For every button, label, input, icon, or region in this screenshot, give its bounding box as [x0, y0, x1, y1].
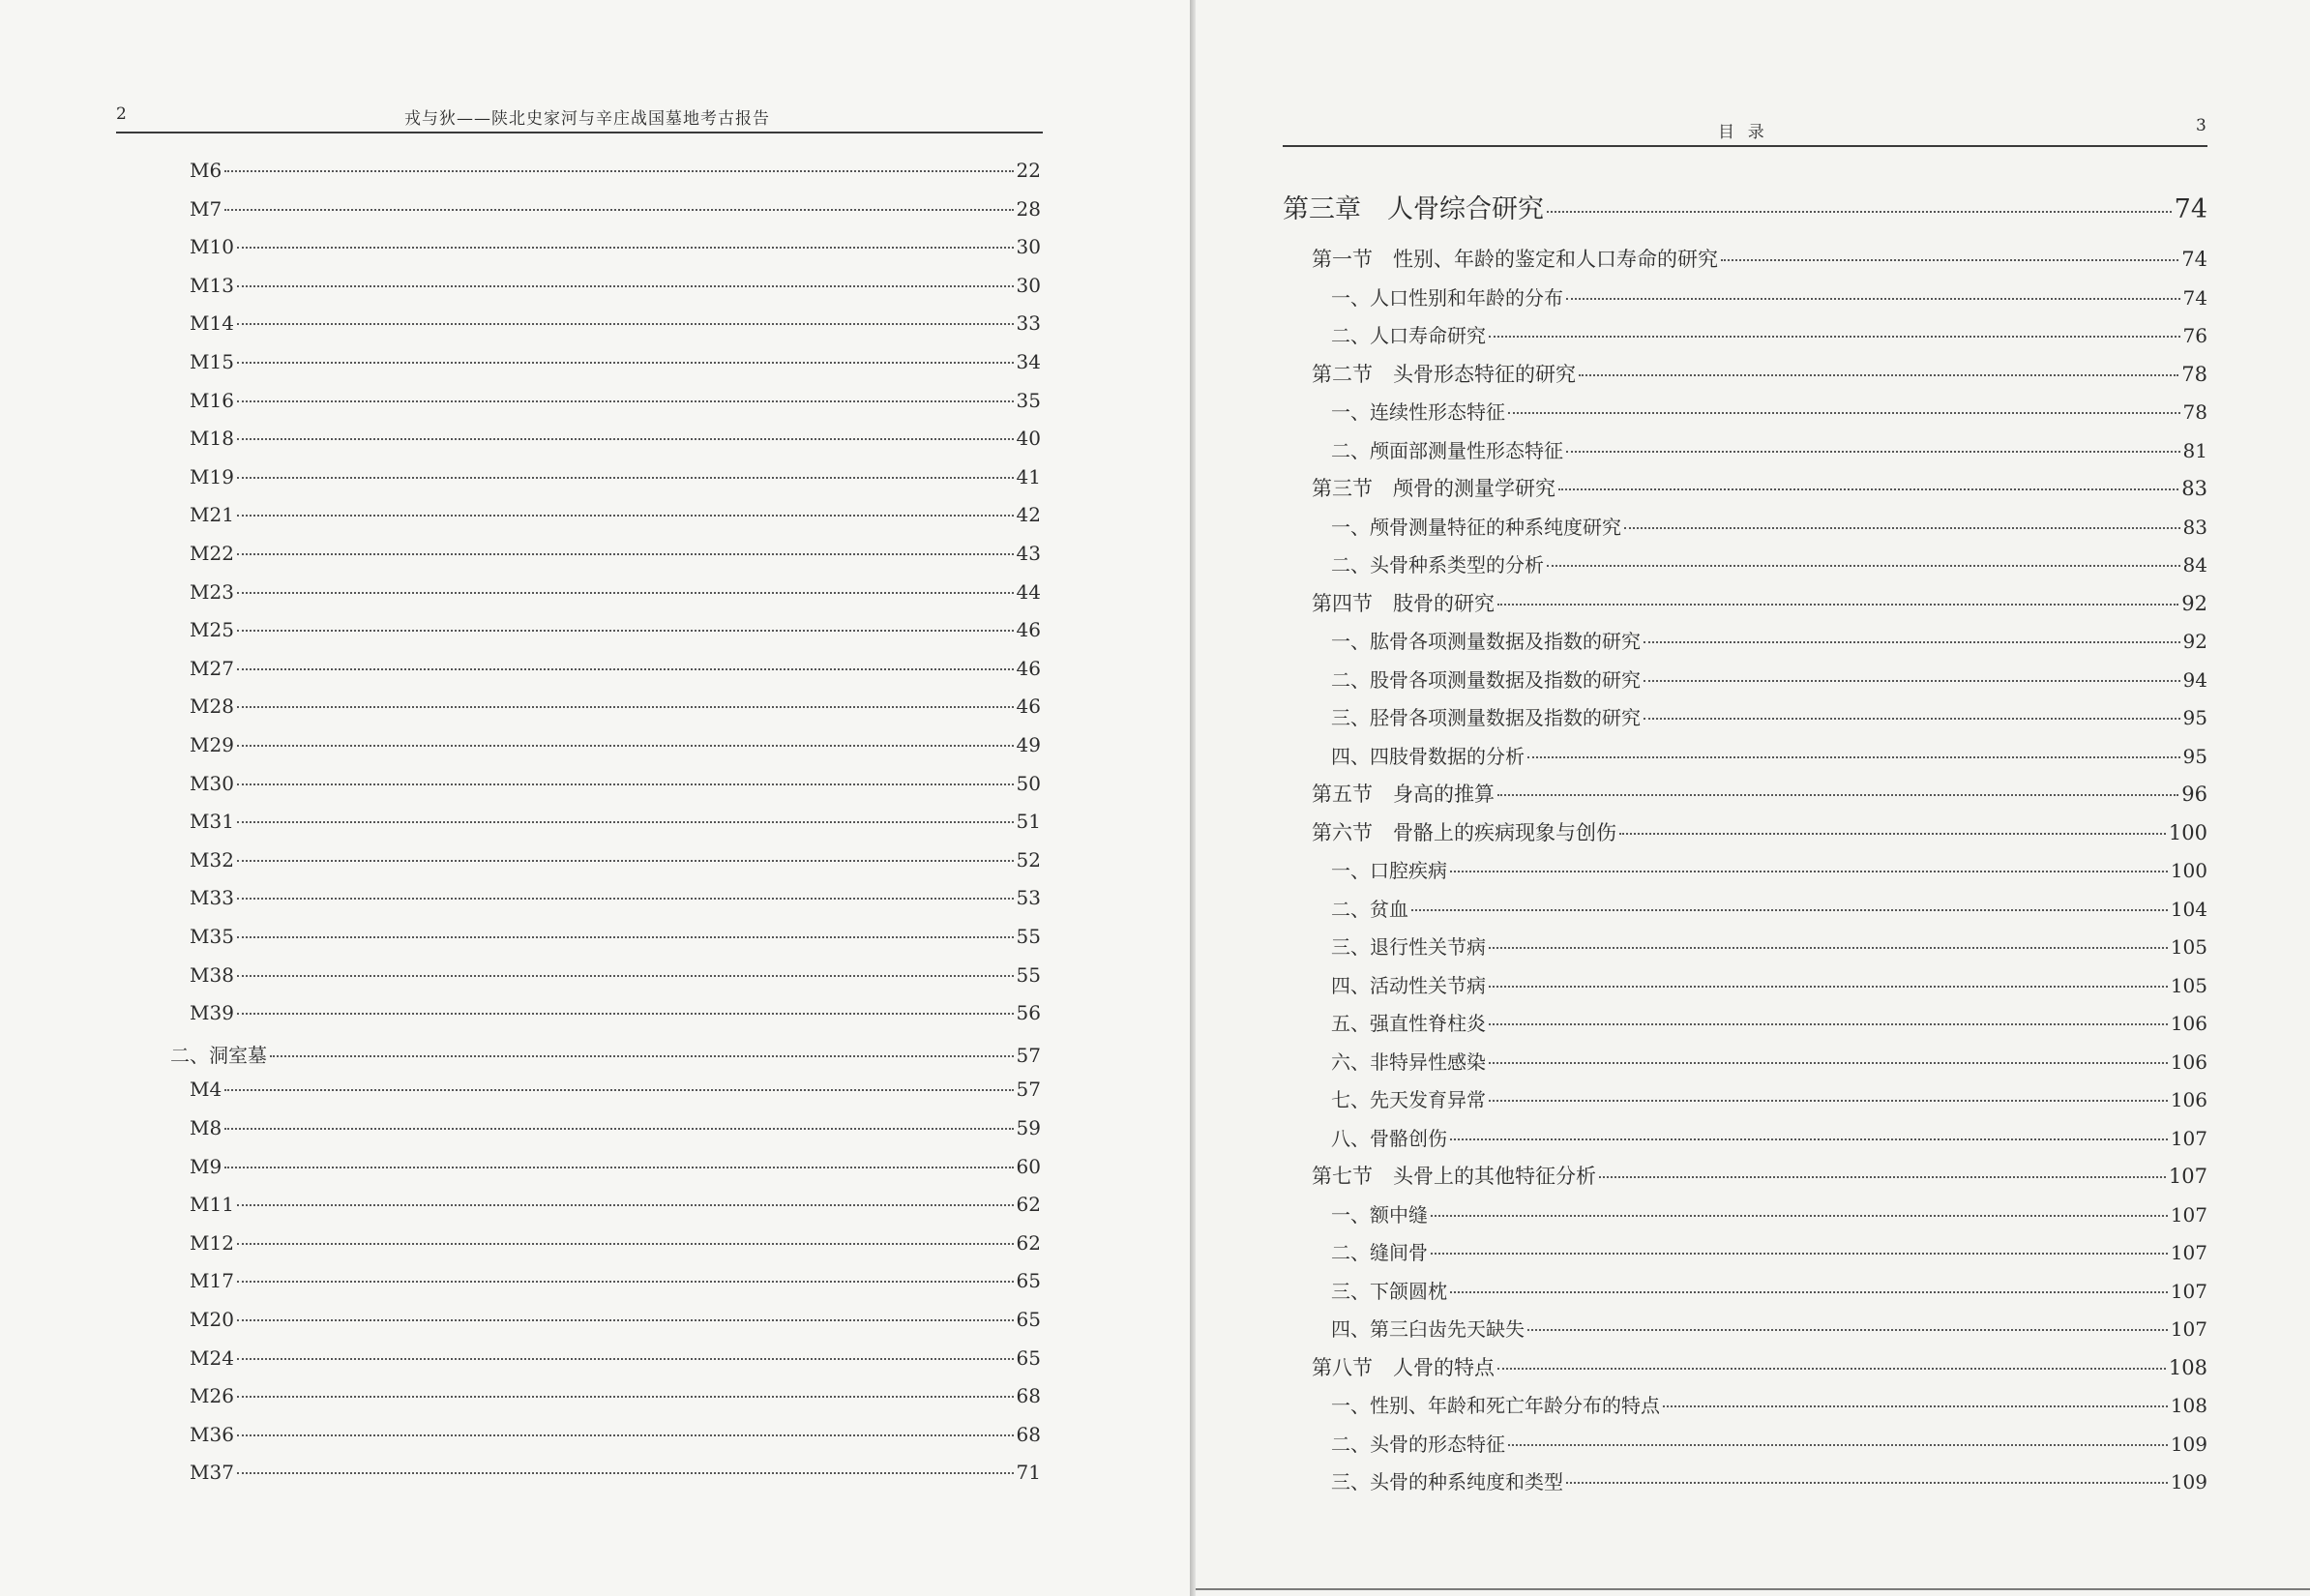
leader-dots [224, 170, 1013, 172]
toc-entry-label: M13 [190, 274, 234, 297]
leader-dots [1644, 641, 2180, 643]
toc-entry-label: 七、先天发育异常 [1331, 1088, 1486, 1111]
toc-entry-page: 92 [2182, 630, 2207, 653]
toc-entry [1331, 397, 2207, 428]
leader-dots [1566, 1482, 2168, 1484]
toc-entry [190, 1001, 1041, 1030]
leader-dots [237, 821, 1014, 823]
toc-entry-label: 二、人口寿命研究 [1331, 324, 1486, 347]
toc-entry [1331, 1008, 2207, 1039]
toc-entry-page: 107 [2170, 1317, 2207, 1341]
leader-dots [237, 592, 1014, 594]
toc-entry-page: 95 [2182, 706, 2207, 729]
toc-entry-page: 49 [1016, 733, 1041, 756]
toc-entry-page: 22 [1016, 159, 1041, 182]
leader-dots [1547, 565, 2180, 567]
toc-entry-label: M28 [190, 695, 234, 718]
toc-entry-page: 94 [2182, 667, 2207, 692]
toc-entry [190, 197, 1041, 226]
toc-entry [1331, 435, 2207, 466]
toc-entry-label: 二、洞室墓 [170, 1044, 267, 1067]
toc-entry-label: 二、股骨各项测量数据及指数的研究 [1331, 667, 1641, 692]
right-toc [1196, 0, 2310, 1596]
leader-dots [237, 438, 1014, 440]
leader-dots [1527, 1329, 2168, 1331]
right-page [1196, 0, 2310, 1596]
toc-entry-page: 78 [2182, 400, 2207, 424]
toc-entry-label: M35 [190, 925, 234, 948]
leader-dots [1508, 1444, 2168, 1446]
toc-entry [190, 772, 1041, 801]
toc-entry-label: 一、肱骨各项测量数据及指数的研究 [1331, 630, 1641, 653]
leader-dots [237, 1013, 1014, 1015]
leader-dots [237, 323, 1014, 325]
leader-dots [237, 630, 1014, 632]
leader-dots [224, 1089, 1013, 1091]
toc-entry-page: 30 [1016, 235, 1041, 258]
leader-dots [237, 668, 1014, 670]
toc-entry-page: 62 [1016, 1231, 1041, 1255]
toc-entry-page: 76 [2182, 324, 2207, 347]
leader-dots [1489, 986, 2168, 988]
toc-entry-page: 53 [1016, 886, 1041, 909]
leader-dots [1497, 1368, 2166, 1370]
toc-entry [190, 311, 1041, 340]
toc-entry-page: 46 [1016, 618, 1041, 641]
leader-dots [1431, 1215, 2168, 1217]
toc-entry-label: 八、骨骼创伤 [1331, 1126, 1447, 1150]
toc-entry-label: M19 [190, 465, 234, 488]
toc-entry-page: 52 [1016, 848, 1041, 872]
leader-dots [237, 515, 1014, 517]
toc-entry [190, 503, 1041, 532]
toc-entry-label: M38 [190, 963, 234, 987]
toc-entry-label: M23 [190, 580, 234, 604]
toc-entry-label: M11 [190, 1193, 234, 1216]
toc-entry [190, 618, 1041, 647]
leader-dots [1644, 718, 2180, 720]
leader-dots [1411, 909, 2168, 911]
toc-entry-label: M20 [190, 1308, 234, 1331]
toc-entry-page: 62 [1016, 1193, 1041, 1216]
leader-dots [237, 745, 1014, 747]
toc-entry-page: 56 [1016, 1001, 1041, 1024]
toc-entry-page: 106 [2170, 1049, 2207, 1074]
leader-dots [237, 975, 1014, 977]
toc-entry-label: M21 [190, 503, 234, 526]
leader-dots [237, 1281, 1014, 1283]
toc-entry-page: 108 [2170, 1394, 2207, 1417]
toc-entry-label: 一、性别、年龄和死亡年龄分布的特点 [1331, 1394, 1660, 1417]
toc-entry [1331, 1429, 2207, 1460]
toc-entry [1312, 473, 2207, 504]
toc-entry [1331, 855, 2207, 886]
toc-entry-page: 81 [2182, 438, 2207, 462]
toc-entry-page: 35 [1016, 389, 1041, 412]
toc-entry [190, 963, 1041, 992]
toc-entry [190, 542, 1041, 571]
toc-entry [1331, 931, 2207, 962]
toc-entry-label: M36 [190, 1423, 234, 1446]
toc-entry [1331, 702, 2207, 733]
toc-entry-label: 第五节 身高的推算 [1312, 783, 1495, 806]
toc-entry [1331, 549, 2207, 580]
toc-entry-label: M15 [190, 350, 234, 373]
toc-entry-label: M14 [190, 311, 234, 335]
toc-entry [1331, 1237, 2207, 1268]
leader-dots [1497, 794, 2178, 796]
toc-entry-label: M26 [190, 1384, 234, 1407]
toc-entry-label: 第二节 头骨形态特征的研究 [1312, 362, 1576, 386]
toc-entry-label: 第六节 骨骼上的疾病现象与创伤 [1312, 820, 1616, 844]
toc-entry [190, 350, 1041, 379]
toc-entry [1331, 1314, 2207, 1345]
toc-entry [190, 695, 1041, 724]
toc-entry-label: M27 [190, 657, 234, 680]
toc-entry [1331, 894, 2207, 925]
toc-entry [190, 274, 1041, 303]
leader-dots [1450, 1138, 2168, 1140]
toc-entry [190, 465, 1041, 494]
toc-entry-page: 100 [2170, 859, 2207, 882]
leader-dots [1566, 451, 2180, 453]
toc-entry [1331, 1123, 2207, 1154]
toc-entry-page: 65 [1016, 1346, 1041, 1370]
toc-entry-label: 二、颅面部测量性形态特征 [1331, 438, 1563, 462]
toc-entry [190, 1346, 1041, 1375]
toc-entry-label: 第七节 头骨上的其他特征分析 [1312, 1165, 1596, 1188]
toc-entry-page: 68 [1016, 1423, 1041, 1446]
toc-entry [190, 1269, 1041, 1298]
leader-dots [1489, 1100, 2168, 1102]
leader-dots [1721, 259, 2178, 261]
toc-entry-page: 60 [1016, 1155, 1041, 1178]
toc-entry-label: M24 [190, 1346, 234, 1370]
toc-entry [190, 1461, 1041, 1490]
toc-entry-page: 107 [2170, 1279, 2207, 1303]
toc-entry-page: 83 [2182, 515, 2207, 539]
toc-entry [190, 810, 1041, 839]
toc-entry-page: 106 [2170, 1012, 2207, 1035]
toc-entry-label: M18 [190, 427, 234, 450]
toc-entry-label: M25 [190, 618, 234, 641]
toc-entry-label: M6 [190, 159, 222, 182]
toc-entry [1331, 626, 2207, 657]
toc-entry [1312, 588, 2207, 619]
leader-dots [237, 553, 1014, 555]
toc-entry-label: M7 [190, 197, 222, 221]
toc-entry [1331, 320, 2207, 351]
toc-entry [1312, 817, 2207, 848]
page-bottom-edge [1196, 1588, 2310, 1590]
leader-dots [1431, 1253, 2168, 1255]
toc-entry-label: 第三章 人骨综合研究 [1283, 194, 1544, 224]
toc-entry [190, 389, 1041, 418]
toc-entry [170, 1040, 1041, 1069]
toc-entry-page: 92 [2181, 591, 2207, 615]
leader-dots [237, 936, 1014, 938]
toc-entry-label: 第八节 人骨的特点 [1312, 1355, 1495, 1379]
toc-entry [1331, 741, 2207, 772]
leader-dots [224, 1167, 1013, 1168]
toc-entry-page: 51 [1016, 810, 1041, 833]
toc-entry [1331, 1084, 2207, 1115]
toc-entry-page: 84 [2182, 553, 2207, 576]
toc-entry-page: 57 [1016, 1078, 1041, 1101]
toc-entry-page: 41 [1016, 465, 1041, 488]
leader-dots [237, 1396, 1014, 1398]
leader-dots [237, 1434, 1014, 1436]
toc-entry-page: 33 [1016, 311, 1041, 335]
toc-entry-label: 三、退行性关节病 [1331, 935, 1486, 959]
leader-dots [1599, 1176, 2166, 1178]
toc-entry-page: 50 [1016, 772, 1041, 795]
toc-entry-label: 二、贫血 [1331, 897, 1408, 921]
toc-entry-label: 二、头骨种系类型的分析 [1331, 553, 1544, 576]
leader-dots [237, 1472, 1014, 1474]
toc-entry [1331, 1047, 2207, 1078]
leader-dots [1663, 1405, 2168, 1407]
leader-dots [1566, 298, 2180, 300]
leader-dots [1489, 1062, 2168, 1064]
toc-entry-label: 一、额中缝 [1331, 1202, 1428, 1227]
toc-entry [1283, 188, 2207, 226]
toc-entry [190, 580, 1041, 609]
toc-entry-page: 100 [2168, 820, 2207, 844]
left-page-number: 2 [116, 104, 128, 124]
toc-entry [1312, 779, 2207, 810]
toc-entry-label: 一、连续性形态特征 [1331, 400, 1505, 424]
toc-entry-label: 二、头骨的形态特征 [1331, 1432, 1505, 1456]
toc-entry-page: 74 [2181, 248, 2207, 271]
toc-entry-page: 43 [1016, 542, 1041, 565]
toc-entry [1331, 1199, 2207, 1230]
toc-entry-page: 44 [1016, 580, 1041, 604]
toc-entry-label: M12 [190, 1231, 234, 1255]
leader-dots [237, 1204, 1014, 1206]
toc-entry [190, 1384, 1041, 1413]
toc-entry-label: 二、缝间骨 [1331, 1241, 1428, 1264]
left-running-title: 戎与狄——陕北史家河与辛庄战国墓地考古报告 [404, 109, 770, 129]
leader-dots [237, 1243, 1014, 1245]
toc-entry-page: 34 [1016, 350, 1041, 373]
toc-entry [1331, 512, 2207, 543]
toc-entry-label: 五、强直性脊柱炎 [1331, 1012, 1486, 1035]
toc-entry [190, 1423, 1041, 1452]
leader-dots [224, 209, 1013, 211]
toc-entry-page: 42 [1016, 503, 1041, 526]
toc-entry [190, 657, 1041, 686]
toc-entry-label: 四、第三臼齿先天缺失 [1331, 1317, 1525, 1341]
toc-entry-page: 65 [1016, 1269, 1041, 1292]
toc-entry [1331, 665, 2207, 695]
toc-entry-page: 95 [2182, 744, 2207, 768]
toc-entry [190, 235, 1041, 264]
toc-entry-page: 104 [2170, 897, 2207, 921]
toc-entry-page: 74 [2182, 285, 2207, 310]
leader-dots [237, 706, 1014, 708]
toc-entry-label: M32 [190, 848, 234, 872]
toc-entry-page: 55 [1016, 963, 1041, 987]
toc-entry-label: M9 [190, 1155, 222, 1178]
toc-entry-label: M16 [190, 389, 234, 412]
leader-dots [1450, 871, 2168, 872]
toc-entry-label: 第三节 颅骨的测量学研究 [1312, 477, 1555, 500]
toc-entry-label: M37 [190, 1461, 234, 1484]
toc-entry-label: 一、口腔疾病 [1331, 859, 1447, 882]
toc-entry [190, 848, 1041, 877]
toc-entry-label: 六、非特异性感染 [1331, 1049, 1486, 1074]
toc-entry [190, 1078, 1041, 1107]
toc-entry [190, 1308, 1041, 1337]
toc-entry-page: 46 [1016, 657, 1041, 680]
leader-dots [1489, 336, 2180, 338]
toc-entry-page: 83 [2181, 477, 2207, 500]
toc-entry-label: 第一节 性别、年龄的鉴定和人口寿命的研究 [1312, 248, 1718, 271]
toc-entry [190, 427, 1041, 456]
toc-entry-page: 74 [2174, 194, 2207, 224]
toc-entry [1331, 970, 2207, 1001]
leader-dots [224, 1128, 1013, 1130]
leader-dots [237, 1319, 1014, 1321]
toc-entry-page: 40 [1016, 427, 1041, 450]
toc-entry-page: 107 [2170, 1241, 2207, 1264]
toc-entry-label: M17 [190, 1269, 234, 1292]
toc-entry-page: 109 [2170, 1432, 2207, 1456]
toc-entry-label: M30 [190, 772, 234, 795]
leader-dots [237, 860, 1014, 862]
toc-entry-page: 106 [2170, 1088, 2207, 1111]
toc-entry-page: 78 [2181, 362, 2207, 386]
toc-entry-label: 四、四肢骨数据的分析 [1331, 744, 1525, 768]
leader-dots [237, 1358, 1014, 1360]
toc-entry [190, 1116, 1041, 1145]
right-running-title: 目 录 [1718, 123, 1765, 142]
right-page-number: 3 [2196, 116, 2207, 135]
leader-dots [237, 400, 1014, 402]
toc-entry-page: 71 [1016, 1461, 1041, 1484]
leader-dots [1489, 1023, 2168, 1025]
toc-entry-page: 107 [2170, 1202, 2207, 1227]
leader-dots [1547, 211, 2172, 213]
leader-dots [237, 362, 1014, 364]
leader-dots [237, 783, 1014, 785]
toc-entry-label: 三、头骨的种系纯度和类型 [1331, 1470, 1563, 1493]
toc-entry-label: 三、下颌圆枕 [1331, 1279, 1447, 1303]
toc-entry [190, 925, 1041, 954]
toc-entry-page: 109 [2170, 1470, 2207, 1493]
toc-entry [190, 159, 1041, 188]
leader-dots [1558, 488, 2178, 490]
toc-entry-label: M29 [190, 733, 234, 756]
toc-entry-page: 28 [1016, 197, 1041, 221]
toc-entry [1331, 282, 2207, 313]
toc-entry [1331, 1276, 2207, 1307]
leader-dots [237, 898, 1014, 900]
toc-entry [1312, 1161, 2207, 1192]
leader-dots [1644, 680, 2180, 682]
toc-entry [190, 1193, 1041, 1222]
toc-entry-page: 108 [2168, 1355, 2207, 1379]
toc-entry-page: 107 [2170, 1126, 2207, 1150]
toc-entry [190, 1231, 1041, 1260]
toc-entry-page: 105 [2170, 973, 2207, 997]
toc-entry-label: 一、人口性别和年龄的分布 [1331, 285, 1563, 310]
toc-entry-page: 65 [1016, 1308, 1041, 1331]
toc-entry-page: 59 [1016, 1116, 1041, 1139]
toc-entry [1331, 1466, 2207, 1497]
toc-entry-page: 107 [2168, 1165, 2207, 1188]
leader-dots [1497, 604, 2178, 606]
toc-entry-label: M4 [190, 1078, 222, 1101]
toc-entry-label: 第四节 肢骨的研究 [1312, 591, 1495, 615]
toc-entry-page: 46 [1016, 695, 1041, 718]
toc-entry-label: M22 [190, 542, 234, 565]
toc-entry [190, 886, 1041, 915]
leader-dots [237, 477, 1014, 479]
leader-dots [237, 247, 1014, 249]
toc-entry-page: 105 [2170, 935, 2207, 959]
leader-dots [1489, 947, 2168, 949]
toc-entry [1312, 244, 2207, 275]
toc-entry-page: 68 [1016, 1384, 1041, 1407]
toc-entry-page: 30 [1016, 274, 1041, 297]
toc-entry-label: M31 [190, 810, 234, 833]
leader-dots [237, 285, 1014, 287]
toc-entry-label: 四、活动性关节病 [1331, 973, 1486, 997]
toc-entry-label: M39 [190, 1001, 234, 1024]
leader-dots [1619, 833, 2166, 835]
toc-entry-label: M10 [190, 235, 234, 258]
toc-entry [1331, 1390, 2207, 1421]
toc-entry-page: 55 [1016, 925, 1041, 948]
leader-dots [1527, 756, 2180, 758]
leader-dots [1508, 412, 2180, 414]
leader-dots [1450, 1291, 2168, 1293]
toc-entry-label: M8 [190, 1116, 222, 1139]
toc-entry [190, 1155, 1041, 1184]
leader-dots [1579, 374, 2178, 376]
toc-entry [1312, 359, 2207, 390]
leader-dots [1624, 527, 2180, 529]
toc-entry [190, 733, 1041, 762]
toc-entry-page: 57 [1016, 1044, 1041, 1067]
toc-entry-page: 96 [2181, 783, 2207, 806]
toc-entry-label: 三、胫骨各项测量数据及指数的研究 [1331, 706, 1641, 729]
leader-dots [270, 1055, 1014, 1057]
toc-entry-label: M33 [190, 886, 234, 909]
toc-entry [1312, 1352, 2207, 1383]
toc-entry-label: 一、颅骨测量特征的种系纯度研究 [1331, 515, 1621, 539]
